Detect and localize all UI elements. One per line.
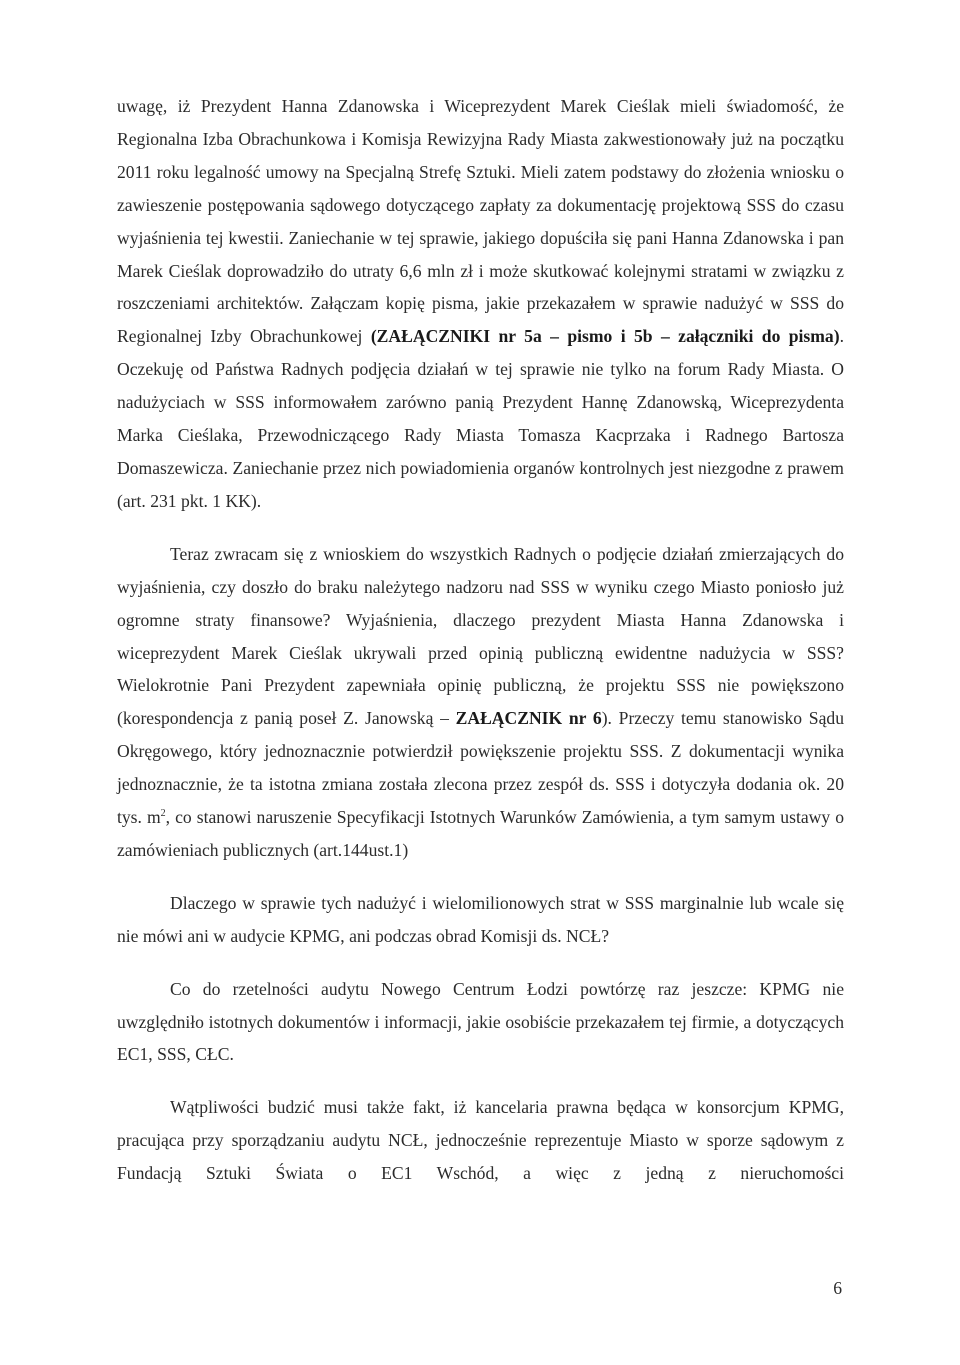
body-text [117,90,844,1190]
paragraph-2 [117,538,844,867]
paragraph-5 [117,1091,844,1190]
p5-run-1: Wątpliwości budzić musi także fakt, iż kancelaria prawna będąca w konsorcjum KPMG, pracująca przy sporządzaniu audytu NCŁ, jednocześnie reprezentuje Miasto w sporze sądowym z Fundacją Sztuki Świata o EC1 Wschód, a więc z jedną z nieruchomości [117,1097,844,1184]
p1-run-3: . Oczekuję od Państwa Radnych podjęcia działań w tej sprawie nie tylko na forum Rady Miasta. O nadużyciach w SSS informowałem zarówno panią Prezydent Hannę Zdanowską, Wiceprezydenta Marka Cieślaka, Przewodniczącego Rady Miasta Tomasza Kacprzaka i Radnego Bartosza Domaszewicza. Zaniechanie przez nich powiadomienia organów kontrolnych jest niezgodne z prawem (art. 231 pkt. 1 KK). [117,326,844,511]
p2-run-2-bold: ZAŁĄCZNIK nr 6 [455,708,602,729]
paragraph-4 [117,973,844,1072]
p1-run-1: uwagę, iż Prezydent Hanna Zdanowska i Wiceprezydent Marek Cieślak mieli świadomość, że Regionalna Izba Obrachunkowa i Komisja Rewizyjna Rady Miasta zakwestionowały już na początku 2011 roku legalność umowy na Specjalną Strefę Sztuki. Mieli zatem podstawy do złożenia wniosku o zawieszenie postępowania sądowego dotyczącego zapłaty za dokumentację projektową SSS do czasu wyjaśnienia tej kwestii. Zaniechanie w tej sprawie, jakiego dopuściła się pani Hanna Zdanowska i pan Marek Cieślak doprowadziło do utraty 6,6 mln zł i może skutkować kolejnymi stratami w związku z roszczeniami architektów. Załączam kopię pisma, jakie przekazałem w sprawie nadużyć w SSS do Regionalnej Izby Obrachunkowej [117,96,844,347]
p2-superscript: 2 [160,808,166,820]
paragraph-3 [117,887,844,953]
p2-run-3: ). Przeczy temu stanowisko Sądu Okręgowego, który jednoznacznie potwierdził powiększenie projektu SSS. Z dokumentacji wynika jednoznacznie, że ta istotna zmiana została zlecona przez zespół ds. SSS i dotyczyła dodania ok. 20 tys. m [117,708,844,828]
p4-run-1: Co do rzetelności audytu Nowego Centrum Łodzi powtórzę raz jeszcze: KPMG nie uwzględniło istotnych dokumentów i informacji, jakie osobiście przekazałem tej firmie, a dotyczących EC1, SSS, CŁC. [117,978,844,1065]
paragraph-1 [117,90,844,518]
p1-run-2-bold: (ZAŁĄCZNIKI nr 5a – pismo i 5b – załączniki do pisma) [370,326,840,347]
p2-run-1: Teraz zwracam się z wnioskiem do wszystkich Radnych o podjęcie działań zmierzających do wyjaśnienia, czy doszło do braku należytego nadzoru nad SSS w wyniku czego Miasto poniosło już ogromne straty finansowe? Wyjaśnienia, dlaczego prezydent Miasta Hanna Zdanowska i wiceprezydent Marek Cieślak ukrywali przed opinią publiczną ewidentne nadużycia w SSS? Wielokrotnie Pani Prezydent zapewniała opinię publiczną, że projektu SSS nie powiększono (korespondencja z panią poseł Z. Janowską – [117,543,844,729]
p2-run-5: , co stanowi naruszenie Specyfikacji Istotnych Warunków Zamówienia, a tym samym ustawy o zamówieniach publicznych (art.144ust.1) [117,807,844,860]
page-number: 6 [833,1278,842,1298]
p3-run-1: Dlaczego w sprawie tych nadużyć i wielomilionowych strat w SSS marginalnie lub wcale się nie mówi ani w audycie KPMG, ani podczas obrad Komisji ds. NCŁ? [117,892,844,946]
